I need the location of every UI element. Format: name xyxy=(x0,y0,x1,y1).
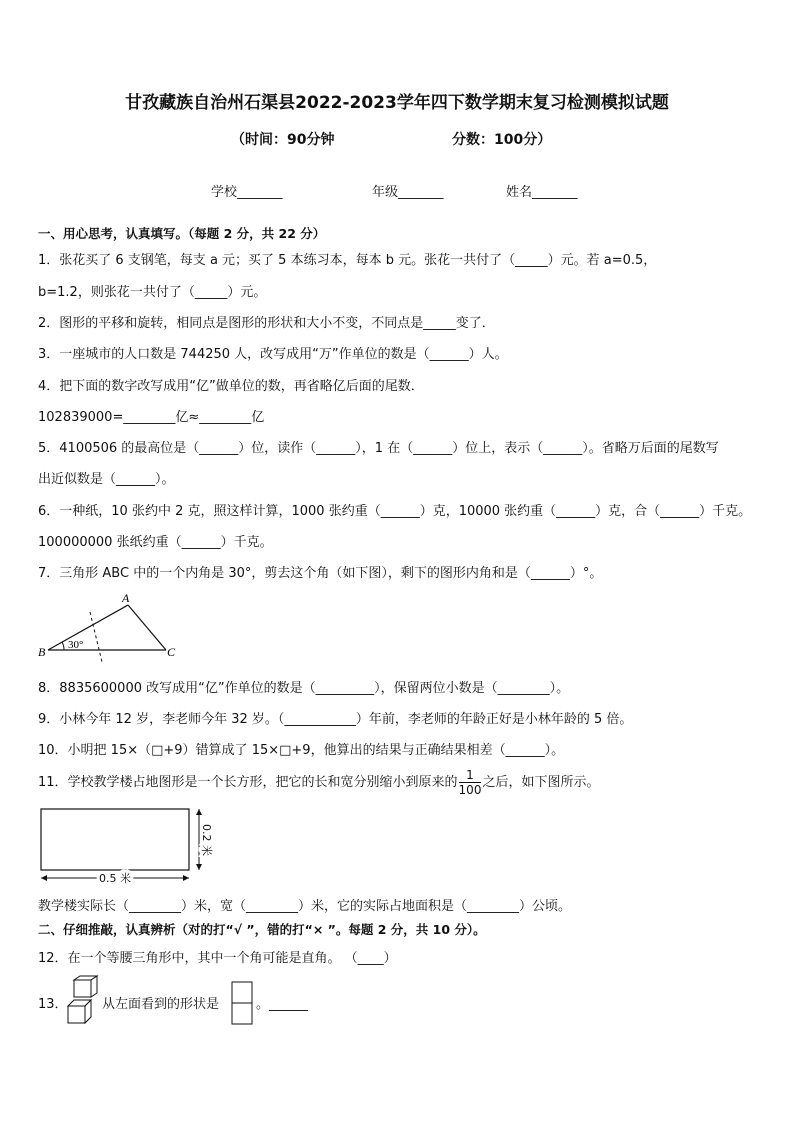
question-12: 12．在一个等腰三角形中，其中一个角可能是直角。 （____） xyxy=(38,951,397,966)
cube-stack-icon xyxy=(66,975,102,1027)
question-4-line-2: 102839000=________亿≈________亿 xyxy=(38,410,265,425)
vertex-c-label: C xyxy=(167,645,176,659)
fraction-denominator: 100 xyxy=(458,783,482,797)
width-label: 0.5 米 xyxy=(99,872,131,885)
question-13-answer-blank: 。______ xyxy=(256,997,309,1012)
fraction xyxy=(459,768,482,797)
section-one-heading: 一、用心思考，认真填写。（每题 2 分，共 22 分） xyxy=(38,226,326,241)
question-4-line-1: 4．把下面的数字改写成用“亿”做单位的数，再省略亿后面的尾数． xyxy=(38,379,424,394)
question-10: 10．小明把 15×（□+9）错算成了 15×□+9，他算出的结果与正确结果相差（______）。 xyxy=(38,743,565,758)
height-label: 0.2 米 xyxy=(200,824,213,856)
vertex-b-label: B xyxy=(38,645,46,659)
question-8: 8．8835600000 改写成用“亿”作单位的数是（_________），保留两位小数是（________）。 xyxy=(38,681,570,696)
question-9: 9．小林今年 12 岁，李老师今年 32 岁。（___________）年前，李老师的年龄正好是小林年龄的 5 倍。 xyxy=(38,712,633,727)
question-13-text: 从左面看到的形状是 xyxy=(102,997,220,1012)
question-6-line-2: 100000000 张纸约重（______）千克。 xyxy=(38,535,273,550)
question-1-line-2: b=1.2，则张花一共付了（_____）元。 xyxy=(38,285,267,300)
exam-time: （时间：90分钟 xyxy=(231,132,335,148)
question-11 xyxy=(38,768,599,798)
question-5-line-2: 出近似数是（______）。 xyxy=(38,472,175,487)
section-two-heading: 二、仔细推敲，认真辨析（对的打“√ ”，错的打“× ”。每题 2 分，共 10 分）。 xyxy=(38,922,486,937)
question-2: 2．图形的平移和旋转，相同点是图形的形状和大小不变，不同点是_____变了． xyxy=(38,316,495,331)
question-6-line-1: 6．一种纸，10 张约中 2 克，照这样计算，1000 张约重（______）克，10000 张约重（______）克，合（______）千克。 xyxy=(38,504,752,519)
question-11-text-before: 11．学校教学楼占地图形是一个长方形，把它的长和宽分别缩小到原来的 xyxy=(38,775,458,790)
question-11-answer: 教学楼实际长（________）米，宽（________）米，它的实际占地面积是（________）公顷。 xyxy=(38,899,572,914)
vertex-a-label: A xyxy=(122,591,130,605)
rectangle-figure xyxy=(36,804,216,886)
left-view-shape xyxy=(230,980,254,1026)
fraction-numerator: 1 xyxy=(459,768,482,783)
question-7: 7．三角形 ABC 中的一个内角是 30°，剪去这个角（如下图），剩下的图形内角和是（______）°。 xyxy=(38,566,603,581)
question-13-number: 13． xyxy=(38,997,68,1012)
question-5-line-1: 5．4100506 的最高位是（______）位，读作（______），1 在（______）位上，表示（______）。省略万后面的尾数写 xyxy=(38,441,719,456)
exam-score: 分数：100分） xyxy=(452,132,552,148)
name-field: 姓名_______ xyxy=(506,185,578,200)
angle-label: 30° xyxy=(68,639,84,651)
question-3: 3．一座城市的人口数是 744250 人，改写成用“万”作单位的数是（______）人。 xyxy=(38,347,508,362)
triangle-figure xyxy=(36,590,186,662)
grade-field: 年级_______ xyxy=(372,185,444,200)
question-11-text-after: 之后，如下图所示。 xyxy=(482,775,600,790)
question-1-line-1: 1．张花买了 6 支钢笔，每支 a 元；买了 5 本练习本，每本 b 元。张花一共付了（_____）元。若 a=0.5， xyxy=(38,253,657,268)
school-field: 学校_______ xyxy=(211,185,283,200)
exam-title: 甘孜藏族自治州石渠县2022-2023学年四下数学期末复习检测模拟试题 xyxy=(125,93,669,113)
